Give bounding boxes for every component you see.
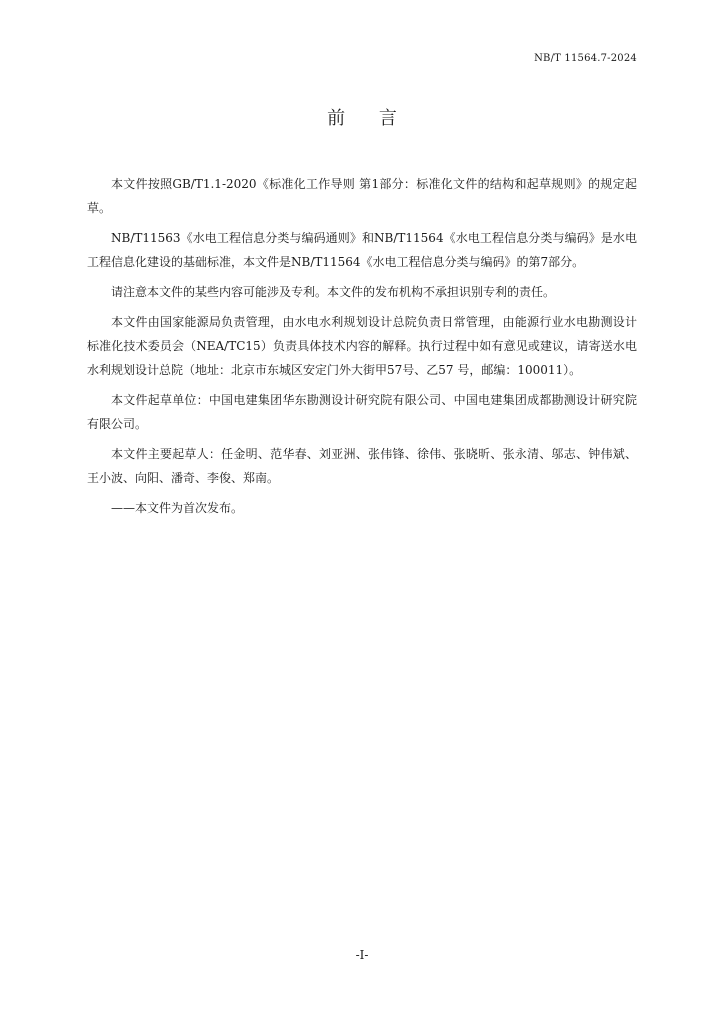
foreword-body bbox=[87, 172, 637, 520]
paragraph-standard-series: NB/T11563《水电工程信息分类与编码通则》和NB/T11564《水电工程信息分类与编码》是水电工程信息化建设的基础标准，本文件是NB/T11564《水电工程信息分类与编码》的第7部分。 bbox=[87, 231, 637, 269]
page-number: -I- bbox=[355, 948, 369, 962]
page-title: 前 言 bbox=[327, 108, 411, 129]
paragraph-management: 本文件由国家能源局负责管理，由水电水利规划设计总院负责日常管理，由能源行业水电勘测设计标准化技术委员会（NEA/TC15）负责具体技术内容的解释。执行过程中如有意见或建议，请寄送水电水利规划设计总院（地址：北京市东城区安定门外大街甲57号、乙57 号，邮编：100011）。 bbox=[87, 315, 637, 377]
paragraph-first-release: ——本文件为首次发布。 bbox=[111, 501, 244, 515]
paragraph-drafters: 本文件主要起草人：任金明、范华春、刘亚洲、张伟锋、徐伟、张晓昕、张永清、邬志、钟伟斌、王小波、向阳、潘奇、李俊、郑南。 bbox=[87, 447, 637, 485]
standard-number: NB/T 11564.7-2024 bbox=[534, 53, 637, 64]
paragraph-drafting-units: 本文件起草单位：中国电建集团华东勘测设计研究院有限公司、中国电建集团成都勘测设计研究院有限公司。 bbox=[87, 393, 637, 431]
paragraph-drafting-rules: 本文件按照GB/T1.1-2020《标准化工作导则 第1部分：标准化文件的结构和起草规则》的规定起草。 bbox=[87, 177, 637, 215]
paragraph-patent-notice: 请注意本文件的某些内容可能涉及专利。本文件的发布机构不承担识别专利的责任。 bbox=[111, 285, 556, 299]
